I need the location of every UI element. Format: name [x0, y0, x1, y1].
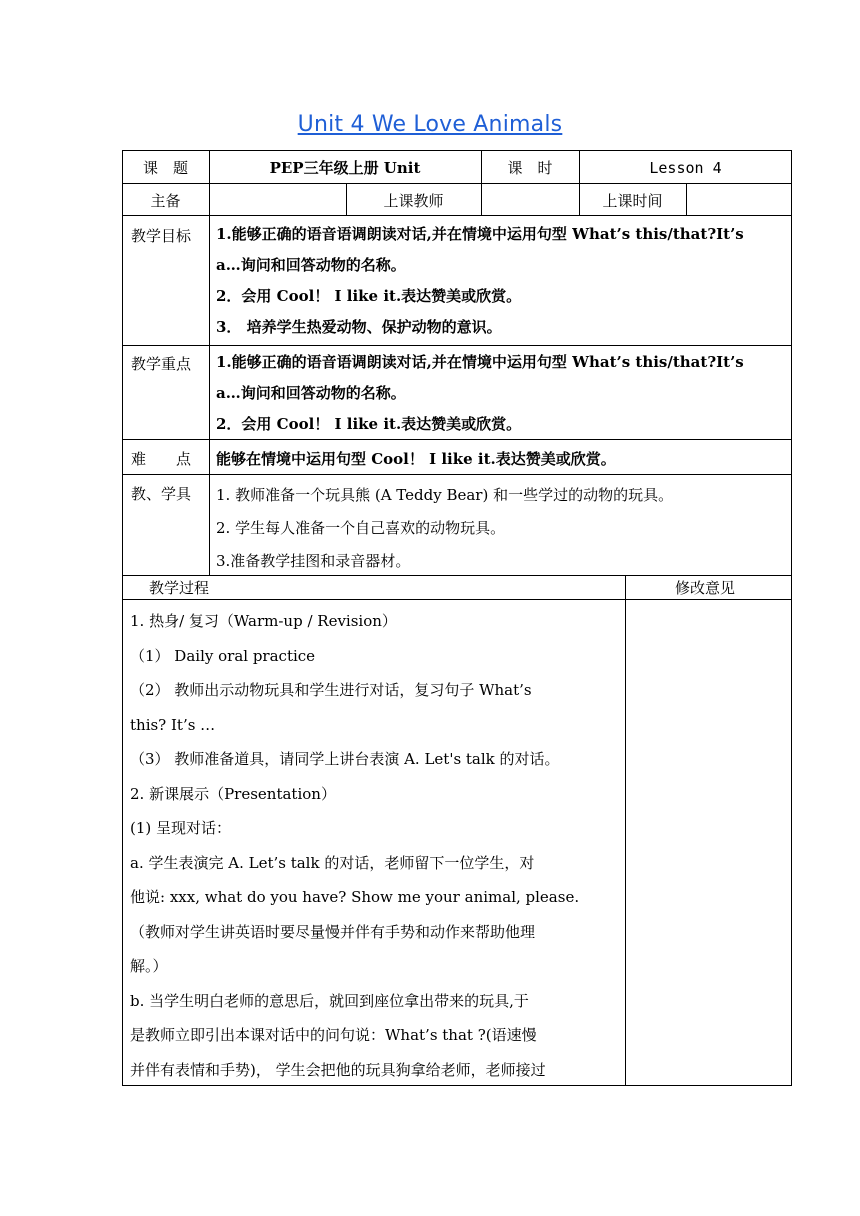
focus-text [216, 347, 744, 440]
teacher-label: 上课教师 [383, 192, 444, 210]
process-header: 教学过程 [149, 579, 210, 597]
goals-label: 教学目标 [131, 227, 192, 245]
focus-line: 2．会用 Cool！ I like it.表达赞美或欣赏。 [216, 415, 522, 433]
goals-line: 3． 培养学生热爱动物、保护动物的意识。 [216, 318, 502, 336]
process-line: 2. 新课展示（Presentation） [130, 784, 336, 803]
process-line: a. 学生表演完 A. Let’s talk 的对话，老师留下一位学生，对 [130, 853, 535, 872]
row-divider [122, 474, 792, 475]
col-divider [625, 575, 626, 1086]
process-line: 他说: xxx, what do you have? Show me your animal, please. [130, 888, 580, 906]
focus-label: 教学重点 [131, 355, 192, 373]
process-line: （1） Daily oral practice [130, 646, 316, 665]
row-divider [122, 183, 792, 184]
goals-line: a…询问和回答动物的名称。 [216, 256, 406, 274]
tools-line: 1. 教师准备一个玩具熊 (A Teddy Bear) 和一些学过的动物的玩具。 [216, 486, 674, 504]
row-divider [122, 599, 792, 600]
goals-line: 2．会用 Cool！ I like it.表达赞美或欣赏。 [216, 287, 522, 305]
process-line: （教师对学生讲英语时要尽量慢并伴有手势和动作来帮助他理 [130, 922, 536, 941]
col-divider [209, 150, 210, 576]
topic-value: PEP三年级上册 Unit [269, 159, 421, 177]
revision-header: 修改意见 [675, 579, 736, 597]
focus-line: 1.能够正确的语音语调朗读对话,并在情境中运用句型 What’s this/that?It’s [216, 353, 744, 371]
process-line: （2） 教师出示动物玩具和学生进行对话，复习句子 What’s [130, 681, 532, 699]
goals-line: 1.能够正确的语音语调朗读对话,并在情境中运用句型 What’s this/that?It’s [216, 225, 744, 243]
prep-label: 主备 [150, 192, 181, 210]
process-line: 1. 热身/ 复习（Warm-up / Revision） [130, 612, 397, 630]
time-label: 上课时间 [602, 192, 663, 210]
goals-text [216, 219, 744, 343]
row-divider [122, 345, 792, 346]
tools-line: 2. 学生每人准备一个自己喜欢的动物玩具。 [216, 519, 506, 537]
process-line: this? It’s … [130, 715, 216, 734]
focus-line: a…询问和回答动物的名称。 [216, 384, 406, 402]
process-line: (1) 呈现对话： [130, 819, 232, 837]
process-line: 是教师立即引出本课对话中的问句说：What’s that ?(语速慢 [130, 1026, 537, 1044]
process-line: b. 当学生明白老师的意思后，就回到座位拿出带来的玩具,于 [130, 991, 529, 1010]
process-line: 解。） [130, 957, 168, 975]
row-divider [122, 215, 792, 216]
difficulty-text: 能够在情境中运用句型 Cool！ I like it.表达赞美或欣赏。 [216, 450, 616, 468]
process-body [130, 604, 579, 1087]
process-line: 并伴有表情和手势)， 学生会把他的玩具狗拿给老师，老师接过 [130, 1060, 546, 1079]
tools-text [216, 479, 673, 578]
tools-line: 3.准备教学挂图和录音器材。 [216, 552, 411, 570]
process-line: （3） 教师准备道具，请同学上讲台表演 A. Let's talk 的对话。 [130, 750, 560, 768]
period-label: 课 时 [507, 159, 553, 177]
tools-label: 教、学具 [131, 485, 192, 503]
difficulty-label: 难 点 [131, 450, 192, 468]
topic-label: 课 题 [142, 159, 188, 177]
col-divider [686, 183, 687, 216]
period-value: Lesson 4 [649, 159, 722, 177]
document-title[interactable]: Unit 4 We Love Animals [297, 112, 563, 137]
